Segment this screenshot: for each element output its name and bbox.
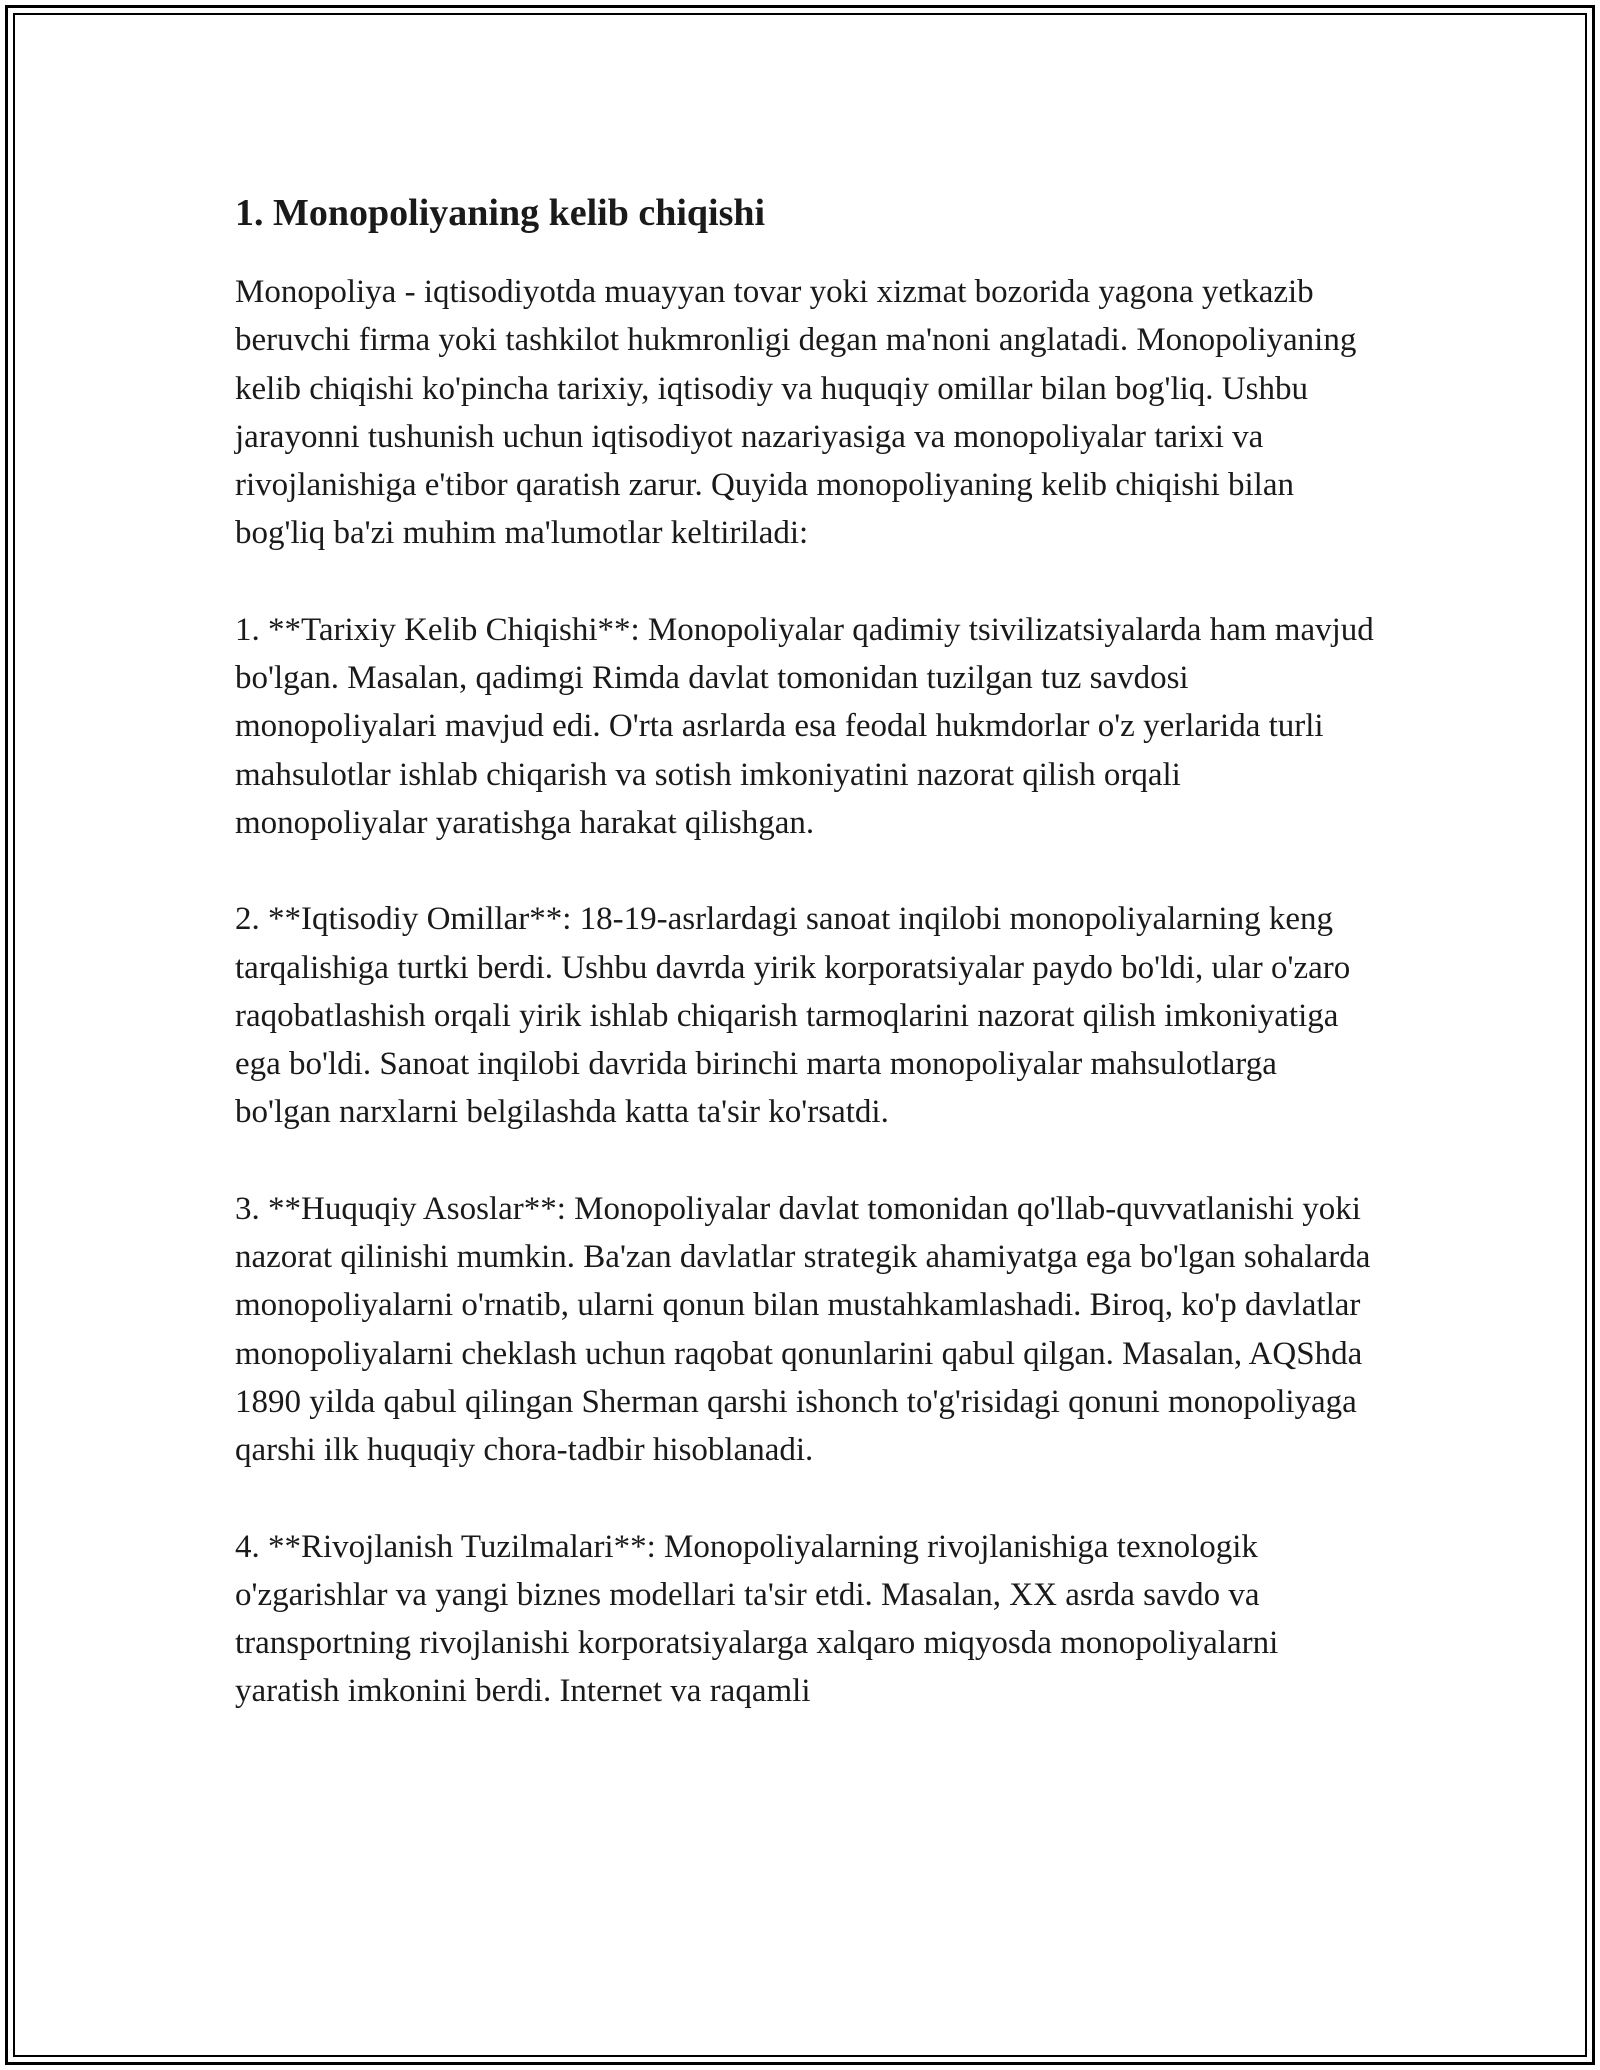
- paragraph-economic-factors: 2. **Iqtisodiy Omillar**: 18-19-asrlardagi sanoat inqilobi monopoliyalarning keng tarqalishiga turtki berdi. Ushbu davrda yirik korporatsiyalar paydo bo'ldi, ular o'zaro raqobatlashish orqali yirik ishlab chiqarish tarmoqlarini nazorat qilish imkoniyatiga ega bo'ldi. Sanoat inqilobi davrida birinchi marta monopoliyalar mahsulotlarga bo'lgan narxlarni belgilashda katta ta'sir ko'rsatdi.: [235, 901, 1351, 1131]
- section-heading: 1. Monopoliyaning kelib chiqishi: [235, 192, 766, 234]
- paragraph-intro: Monopoliya - iqtisodiyotda muayyan tovar yoki xizmat bozorida yagona yetkazib beruvchi firma yoki tashkilot hukmronligi degan ma'noni anglatadi. Monopoliyaning kelib chiqishi ko'pincha tarixiy, iqtisodiy va huquqiy omillar bilan bog'liq. Ushbu jarayonni tushunish uchun iqtisodiyot nazariyasiga va monopoliyalar tarixi va rivojlanishiga e'tibor qaratish zarur. Quyida monopoliyaning kelib chiqishi bilan bog'liq ba'zi muhim ma'lumotlar keltiriladi:: [235, 274, 1357, 552]
- paragraph-legal-foundations: 3. **Huquqiy Asoslar**: Monopoliyalar davlat tomonidan qo'llab-quvvatlanishi yoki nazorat qilinishi mumkin. Ba'zan davlatlar strategik ahamiyatga ega bo'lgan sohalarda monopoliyalarni o'rnatib, ularni qonun bilan mustahkamlashadi. Biroq, ko'p davlatlar monopoliyalarni cheklash uchun raqobat qonunlarini qabul qilgan. Masalan, AQShda 1890 yilda qabul qilingan Sherman qarshi ishonch to'g'risidagi qonuni monopoliyaga qarshi ilk huquqiy chora-tadbir hisoblanadi.: [235, 1190, 1371, 1469]
- paragraph-historical-origins: 1. **Tarixiy Kelib Chiqishi**: Monopoliyalar qadimiy tsivilizatsiyalarda ham mavjud bo'lgan. Masalan, qadimgi Rimda davlat tomonidan tuzilgan tuz savdosi monopoliyalari mavjud edi. O'rta asrlarda esa feodal hukmdorlar o'z yerlarida turli mahsulotlar ishlab chiqarish va sotish imkoniyatini nazorat qilish orqali monopoliyalar yaratishga harakat qilishgan.: [235, 611, 1374, 841]
- document-body: [235, 188, 1375, 1764]
- paragraph-development-structures: 4. **Rivojlanish Tuzilmalari**: Monopoliyalarning rivojlanishiga texnologik o'zgarishlar va yangi biznes modellari ta'sir etdi. Masalan, XX asrda savdo va transportning rivojlanishi korporatsiyalarga xalqaro miqyosda monopoliyalarni yaratish imkonini berdi. Internet va raqamli: [235, 1528, 1279, 1710]
